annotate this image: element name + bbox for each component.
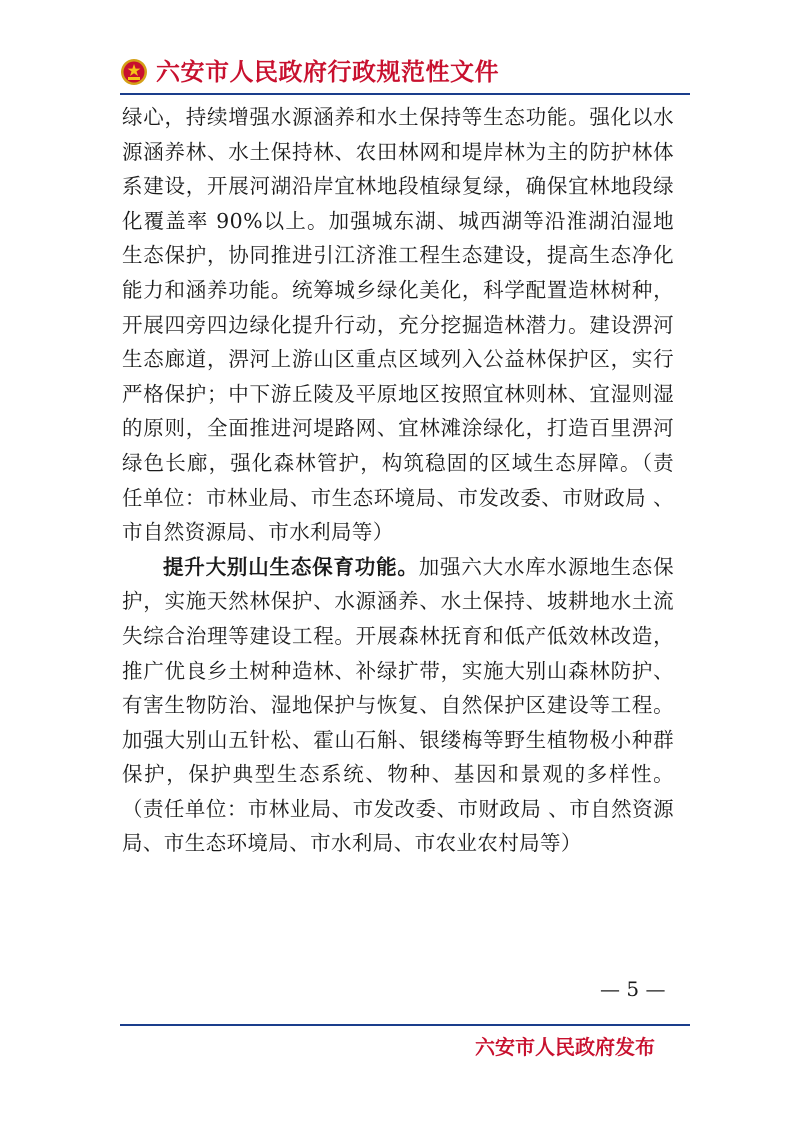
header-divider — [120, 93, 690, 95]
paragraph-2-lead: 提升大别山生态保育功能。 — [163, 554, 419, 579]
header-title: 六安市人民政府行政规范性文件 — [156, 57, 499, 86]
paragraph-2 — [122, 550, 674, 861]
page-number: — 5 — — [600, 977, 666, 1001]
paragraph-1: 绿心，持续增强水源涵养和水土保持等生态功能。强化以水源涵养林、水土保持林、农田林网和堤岸林为主的防护林体系建设，开展河湖沿岸宜林地段植绿复绿，确保宜林地段绿化覆盖率 90%以上。加强城东湖、城西湖等沿淮湖泊湿地生态保护，协同推进引江济淮工程生态建设，提高生态净化能力和涵养功能。统筹城乡绿化美化，科学配置造林树种，开展四旁四边绿化提升行动，充分挖掘造林潜力。建设淠河生态廊道，淠河上游山区重点区域列入公益林保护区，实行严格保护；中下游丘陵及平原地区按照宜林则林、宜湿则湿的原则，全面推进河堤路网、宜林滩涂绿化，打造百里淠河绿色长廊，强化森林管护，构筑稳固的区域生态屏障。（责任单位：市林业局、市生态环境局、市发改委、市财政局 、市自然资源局、市水利局等） — [122, 105, 674, 545]
footer-publisher: 六安市人民政府发布 — [475, 1035, 655, 1059]
document-body — [122, 100, 674, 861]
footer-divider — [120, 1024, 690, 1026]
national-emblem-icon — [120, 58, 148, 86]
paragraph-2-body: 加强六大水库水源地生态保护，实施天然林保护、水源涵养、水土保持、坡耕地水土流失综合治理等建设工程。开展森林抚育和低产低效林改造，推广优良乡土树种造林、补绿扩带，实施大别山森林防护、有害生物防治、湿地保护与恢复、自然保护区建设等工程。加强大别山五针松、霍山石斛、银缕梅等野生植物极小种群保护，保护典型生态系统、物种、基因和景观的多样性。（责任单位：市林业局、市发改委、市财政局 、市自然资源局、市生态环境局、市水利局、市农业农村局等） — [122, 554, 674, 856]
document-header — [120, 52, 690, 92]
